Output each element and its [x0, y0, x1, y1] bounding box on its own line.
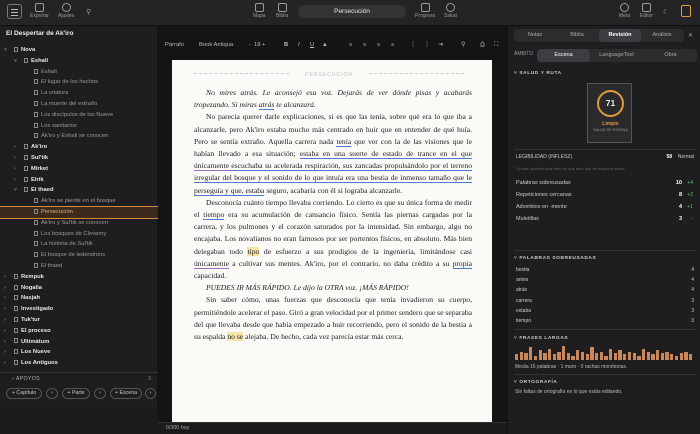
overused-word-row[interactable] [516, 286, 694, 295]
metric-value: 8 [678, 192, 682, 198]
sentence-length-bar [661, 353, 664, 360]
health-score-label: Limpio [602, 121, 619, 127]
paragraph: Sin saber cómo, unas fuerzas que desconocía que tenía invadieron su cuerpo, permitiéndole acelerar el paso. Giró a gran velocidad por el primer sendero que se separaba del que llevaba desde que había empezado a huir recorriendo, pero el sonido de la bestia a su espalda no se alejaba. De hecho, cada vez parecía estar más cerca. [194, 295, 472, 342]
metric-row[interactable] [516, 179, 694, 188]
search-icon: ⚲ [86, 9, 92, 16]
tree-item-label: La criatura [41, 90, 69, 97]
book-icon [278, 3, 287, 12]
scene-health-card [587, 83, 632, 143]
document-icon [34, 101, 38, 106]
chevron-right-icon[interactable]: › [4, 360, 6, 367]
document-icon [34, 231, 38, 236]
sentence-length-bar [680, 353, 683, 360]
chevron-right-icon[interactable]: › [14, 154, 16, 161]
sentence-length-bar [571, 356, 574, 360]
tree-item-label: Nasjah [21, 295, 41, 302]
tree-item-label: La muerte del extraño [41, 100, 98, 107]
sentence-length-bar [595, 353, 598, 360]
overused-count: 3 [691, 318, 694, 324]
metric-label: Muletillas [516, 216, 539, 222]
scene-title-pill[interactable]: Persecución [298, 5, 406, 18]
chevron-down-icon[interactable]: ˅ [14, 187, 17, 194]
metric-row[interactable] [516, 191, 694, 200]
sentence-length-bar [515, 354, 518, 360]
scope-escena[interactable]: Escena [537, 49, 590, 62]
sentence-length-bar [656, 350, 659, 360]
search-button[interactable] [86, 8, 91, 16]
sentence-length-bar [618, 350, 621, 360]
sentence-length-bar [633, 353, 636, 360]
folder-icon [14, 328, 18, 333]
progress-button[interactable]: Progreso [415, 3, 435, 19]
metric-delta: +1 [687, 204, 693, 210]
document-icon [34, 209, 38, 214]
divider [514, 250, 696, 251]
sentence-length-bar [590, 347, 593, 360]
sentence-length-bar [562, 346, 565, 360]
sentence-length-bar [539, 350, 542, 360]
tree-item[interactable] [0, 185, 158, 196]
tree-item-label: Ak'iro se pierde en el bosque [41, 198, 116, 205]
tree-item-label: Los Antiguos [21, 360, 58, 367]
chevron-down-icon[interactable]: ˅ [14, 57, 17, 64]
tree-item[interactable] [0, 229, 158, 240]
tree-item-label: Los discípulos de los Nueve [41, 111, 114, 118]
bullet-list-icon[interactable]: ⋮ [410, 42, 416, 48]
document-icon [34, 79, 38, 84]
tree-item[interactable] [0, 315, 158, 326]
add-part-button[interactable]: + Parte [62, 388, 90, 399]
sentence-length-bar [689, 354, 692, 360]
document-icon [34, 69, 38, 74]
sentence-length-bar [557, 352, 560, 360]
tree-item[interactable] [0, 196, 158, 207]
folder-icon [14, 306, 18, 311]
tree-item-label: La historia de Sul'tik [41, 241, 93, 248]
sentence-length-bar [623, 354, 626, 360]
overused-word-row[interactable] [516, 276, 694, 285]
tree-item[interactable] [0, 337, 158, 348]
folder-icon [14, 317, 18, 322]
sentence-length-bar [567, 353, 570, 360]
paragraph-style-select[interactable]: Párrafo [165, 42, 185, 48]
overused-word: estaba [516, 307, 532, 314]
sentence-length-bar [670, 354, 673, 360]
align-left-icon[interactable]: ≡ [349, 42, 353, 48]
tree-item[interactable] [0, 239, 158, 250]
font-size-value[interactable]: 18 [254, 42, 261, 48]
panel-tabs [514, 29, 684, 42]
flagged-word: tipo [247, 246, 260, 256]
tree-item[interactable] [0, 304, 158, 315]
health-section-header[interactable]: ˅ SALUD Y RUTA [514, 71, 562, 76]
numbered-list-icon[interactable]: ⋮ [424, 42, 430, 48]
metric-label: Repeticiones cercanas [516, 192, 572, 198]
tree-item-label: Ak'iro [31, 144, 48, 151]
export-icon [35, 3, 44, 12]
tree-item[interactable] [0, 293, 158, 304]
sentence-length-bar [647, 352, 650, 360]
health-button[interactable]: Salud [444, 3, 457, 19]
sentence-length-bar [524, 353, 527, 360]
overused-word: tiempo [516, 318, 532, 324]
tree-item-label: Los bosques de Cleverny [41, 230, 107, 237]
document-icon [34, 252, 38, 257]
tree-item-label: Ak'iro y Sul'tik se conocen [41, 219, 108, 226]
overused-word: antes [516, 277, 529, 284]
add-chapter-button[interactable]: + Capítulo [6, 388, 42, 399]
metric-label: Adverbios en -mente [516, 204, 567, 210]
sentence-length-bar [520, 352, 523, 360]
flagged-word: estaba [245, 185, 265, 195]
next-scene-button[interactable]: › [145, 388, 156, 399]
metric-delta: +2 [687, 192, 693, 198]
tree-item-label: Sul'tik [31, 154, 49, 161]
document-icon [34, 133, 38, 138]
folder-icon [24, 58, 28, 63]
tree-item[interactable] [0, 250, 158, 261]
tree-item[interactable] [0, 358, 158, 369]
sentence-length-bar [534, 356, 537, 360]
overused-section-header[interactable]: ˅ PALABRAS SOBREUSADAS [514, 256, 597, 261]
map-icon [255, 3, 264, 12]
chevron-right-icon[interactable]: › [4, 327, 6, 334]
folder-icon [14, 338, 18, 343]
folder-icon [14, 349, 18, 354]
folder-icon [14, 285, 18, 290]
flagged-word: propia [452, 258, 472, 268]
tree-item-label: El proceso [21, 327, 51, 334]
chevron-right-icon[interactable]: › [4, 295, 6, 302]
scope-label: ÁMBITO [514, 51, 534, 57]
tree-item-label: El thaed [41, 262, 63, 269]
document-icon [34, 112, 38, 117]
bold-button[interactable]: B [284, 42, 289, 48]
settings-button[interactable]: Ajustes [58, 3, 74, 19]
folder-icon [24, 155, 28, 160]
menu-icon[interactable] [7, 4, 22, 19]
tree-item[interactable] [0, 153, 158, 164]
chevron-down-icon[interactable]: ˅ [4, 47, 7, 53]
scope-selector [537, 49, 697, 62]
add-scene-button[interactable]: + Escena [110, 388, 142, 399]
theme-toggle[interactable] [663, 8, 669, 16]
tree-item[interactable] [0, 67, 158, 78]
metric-label: Palabras sobreusadas [516, 180, 571, 186]
tree-item[interactable] [0, 45, 158, 56]
zoom-icon[interactable]: ⚲ [461, 42, 466, 48]
folder-icon [14, 47, 18, 52]
highlight-icon[interactable]: ▲ [322, 42, 328, 48]
document-icon [34, 263, 38, 268]
tree-item[interactable] [0, 175, 158, 186]
sentence-length-bar [586, 354, 589, 360]
tree-item[interactable] [0, 88, 158, 99]
font-select[interactable]: Book Antiqua [199, 42, 234, 48]
target-icon [620, 3, 629, 12]
sentence-length-bar [600, 352, 603, 360]
divider [514, 329, 696, 330]
tree-item[interactable] [0, 283, 158, 294]
justify-icon[interactable]: ≡ [391, 42, 395, 48]
tree-item-label: Investigado [21, 306, 54, 313]
document-icon [34, 90, 38, 95]
sentence-length-bar [642, 349, 645, 360]
sentence-length-bar [614, 353, 617, 360]
chevron-right-icon[interactable]: › [4, 273, 6, 280]
tab-biblia[interactable]: Biblia [570, 32, 584, 38]
sentence-length-bar [543, 353, 546, 360]
legibility-row: LEGIBILIDAD (INFLESZ) 58 Normal [516, 154, 694, 160]
tree-item[interactable] [0, 207, 158, 218]
folder-icon [24, 144, 28, 149]
tree-item[interactable] [0, 142, 158, 153]
sentence-length-bar [609, 349, 612, 360]
gear-icon [62, 3, 71, 12]
sentence-length-bar [651, 354, 654, 360]
close-icon[interactable]: ✕ [688, 33, 694, 39]
scope-obra[interactable]: Obra [664, 52, 677, 58]
apoyos-count: 3 [148, 376, 151, 382]
tree-item[interactable] [0, 218, 158, 229]
metric-delta: - [691, 216, 693, 222]
align-right-icon[interactable]: ≡ [377, 42, 381, 48]
prev-scene-button[interactable]: ‹ [94, 388, 106, 399]
folder-icon [24, 177, 28, 182]
tree-item[interactable] [0, 56, 158, 67]
metric-row[interactable] [516, 215, 694, 224]
chevron-right-icon[interactable]: › [4, 349, 6, 356]
sentence-length-bar [637, 356, 640, 360]
tree-item-label: Eshali [31, 57, 49, 64]
spelling-status: Sin faltas de ortografía en lo que estás editando. [515, 389, 623, 395]
print-icon[interactable]: ⎙ [480, 42, 485, 48]
flagged-word: tiempo [203, 210, 225, 220]
tree-item-label: Los Nueve [21, 349, 51, 356]
folder-icon [24, 187, 28, 192]
sentence-length-bar [548, 349, 551, 360]
tree-item[interactable] [0, 121, 158, 132]
tree-item-label: Tuk'tur [21, 316, 40, 323]
metric-row[interactable] [516, 203, 694, 212]
overused-word-row[interactable] [516, 307, 694, 316]
chevron-right-icon[interactable]: › [4, 316, 6, 323]
divider [514, 374, 696, 375]
size-plus[interactable]: + [262, 42, 266, 48]
sentence-length-bar [553, 354, 556, 360]
flagged-word: únicamente [194, 258, 229, 268]
chart-icon [421, 3, 430, 12]
bible-button[interactable]: Biblia [276, 3, 288, 19]
metric-value: 10 [675, 180, 682, 186]
overused-word-row[interactable] [516, 266, 694, 275]
tree-item[interactable] [0, 326, 158, 337]
tree-item[interactable] [0, 131, 158, 142]
chevron-right-icon[interactable]: › [14, 176, 16, 183]
panel-toggle[interactable] [681, 5, 691, 18]
tree-item[interactable] [0, 261, 158, 272]
flagged-word: tenía [336, 136, 352, 146]
overused-word-row[interactable] [516, 297, 694, 306]
sentence-length-bar [576, 350, 579, 360]
tree-item[interactable] [0, 77, 158, 88]
fullscreen-icon[interactable]: ⛶ [494, 42, 499, 48]
chevron-right-icon: › [12, 376, 16, 382]
paragraph: Desconocía cuánto tiempo llevaba corriendo. Lo cierto es que su única forma de medir el tiempo era su acumulación de cansancio físico. Sentía las piernas cargadas por la carrera, y los pulmones y el corazón saturados por la intensidad. Sin embargo, algo no encajaba. Los novalianos no eran famosos por ser portentos físicos, en absoluto. Más bien delegaban todo tipo de esfuerzo a sus prodigios de la ingeniería, limitándose casi únicamente a cultivar sus mentes. Ak'iro, por el contrario, no daba crédito a su propia capacidad. [194, 197, 473, 281]
folder-icon [14, 295, 18, 300]
format-toolbar [158, 40, 507, 52]
flagged-word: únicamente [194, 161, 229, 171]
tree-item[interactable] [0, 99, 158, 110]
document-icon [34, 241, 38, 246]
chevron-right-icon[interactable]: › [14, 144, 16, 151]
overused-word: bestia [516, 267, 530, 273]
overused-count: 3 [691, 297, 694, 304]
prev-part-button[interactable]: ‹ [46, 388, 58, 399]
overused-count: 4 [691, 287, 694, 294]
top-toolbar [0, 0, 700, 26]
tree-item-label: Nova [21, 47, 36, 53]
binder-tree [0, 45, 158, 369]
overused-count: 4 [691, 277, 694, 284]
spelling-section-header[interactable]: ˅ ORTOGRAFÍA [514, 380, 558, 385]
tab-analisis[interactable]: Análisis [652, 32, 672, 38]
section-heading: PERSECUCIÓN [194, 69, 464, 81]
sentence-length-bar [684, 352, 687, 360]
metric-delta: +4 [687, 180, 693, 186]
review-panel [507, 26, 700, 434]
health-score-caption: SALUD DE ESCENA [593, 128, 628, 132]
overused-count: 4 [691, 267, 694, 273]
tree-item-label: Nogalia [21, 284, 42, 291]
export-button[interactable]: Exportar [30, 3, 49, 19]
sentence-length-bar [529, 347, 532, 360]
chevron-right-icon[interactable]: › [4, 284, 6, 291]
folder-icon [24, 166, 28, 171]
tree-item-label: Persecución [41, 208, 73, 215]
overused-count: 3 [691, 307, 694, 314]
apoyos-header[interactable]: › APOYOS [12, 376, 41, 382]
paragraph: PUEDES IR MÁS RÁPIDO. Le dijo la OTRA voz. ¡MÁS RÁPIDO! [206, 283, 409, 293]
underline-button[interactable]: U [310, 42, 315, 48]
tree-item[interactable] [0, 347, 158, 358]
goal-button[interactable]: Meta [619, 3, 630, 19]
divider [514, 149, 696, 150]
sentence-length-bar [675, 356, 678, 360]
heart-icon [446, 3, 455, 12]
metric-value: 3 [678, 216, 682, 222]
chevron-right-icon[interactable]: › [4, 338, 6, 345]
editor-area [158, 26, 507, 434]
editor-button[interactable]: Editor [640, 3, 653, 19]
indent-icon[interactable]: ⇥ [438, 42, 443, 48]
folder-icon [14, 360, 18, 365]
paragraph: No mires atrás. Le aconsejó esa voz. Dejarás de ver dónde pisas y acabarás tropezando. Si miras atrás te alcanzará. [194, 88, 472, 110]
italic-button[interactable]: I [298, 42, 300, 48]
tab-revision[interactable]: Revisión [599, 29, 641, 42]
tree-item-label: Eshali [41, 68, 57, 75]
scope-languagetool[interactable]: LanguageTool [599, 52, 634, 58]
pen-icon [642, 3, 651, 12]
overused-word: atrás [516, 287, 528, 294]
tree-item-label: Rempuk [21, 273, 44, 280]
sentence-length-bar [581, 352, 584, 360]
paragraph: No parecía querer darle explicaciones, si es que las tenía, sobre qué era lo que iba a alcanzarle, pero Ak'iro estaba mucho más centrado en huir que en entender de qué huía. Pero se sentía extraño. Aquella carrera nada tenía que ver con la de las visiones que le habían llevado a esa situación; estaba en una suerte de estado de trance en el que únicamente escuchaba su acelerada respiración, sus zancadas propulsándolo por el terreno irregular del bosque y el sonido de lo que intuía era una bestia de inmenso tamaño que le perseguía y que, estaba seguro, acabaría con él si lograba alcanzarle. [194, 112, 472, 195]
document-icon [34, 123, 38, 128]
chevron-right-icon[interactable]: › [14, 165, 16, 172]
sentence-length-bar [628, 352, 631, 360]
tree-item[interactable] [0, 164, 158, 175]
long-sentences-summary: Media 16 palabras · 1 muro · 0 rachas monótonas. [515, 364, 628, 370]
document-text[interactable] [194, 87, 472, 343]
tree-item-label: El thaed [31, 187, 54, 194]
word-count-status: 0/300 hoy [158, 422, 507, 434]
map-button[interactable]: Mapa [253, 3, 266, 19]
project-title: El Despertar de Ak'iro [6, 30, 74, 37]
tree-item-label: Los sanitarios [41, 122, 77, 129]
align-center-icon[interactable]: ≡ [363, 42, 367, 48]
tree-item-label: Ak'iro y Eshali se conocen [41, 133, 109, 140]
long-sentences-header[interactable]: ˅ FRASES LARGAS [514, 336, 569, 341]
flagged-word: no se [227, 332, 244, 342]
tree-item-label: El bosque de ledendrons [41, 252, 106, 259]
overused-word: carrera [516, 297, 532, 304]
tree-item-label: Elrik [31, 176, 44, 183]
tab-notas[interactable]: Notas [527, 32, 543, 38]
tree-item-label: Mirket [31, 165, 49, 172]
overused-word-row[interactable] [516, 317, 694, 326]
document-icon [34, 198, 38, 203]
size-prefix: - [249, 42, 251, 48]
health-score-gauge: 71 [597, 90, 624, 117]
panel-icon [681, 5, 691, 17]
sentence-length-bar [604, 356, 607, 360]
metric-value: 4 [678, 204, 682, 210]
moon-icon: ☾ [663, 9, 670, 16]
flagged-word: atrás [258, 100, 275, 110]
document-page[interactable] [172, 60, 492, 426]
document-icon [34, 220, 38, 225]
chevron-right-icon[interactable]: › [4, 306, 6, 313]
tree-item-label: El lugar de los hechos [41, 79, 99, 86]
sentence-length-bar [665, 352, 668, 360]
tree-item-label: Ultimátum [21, 338, 50, 345]
route-tip: Tu ruta: puedes usar bien en qué tono has de mayor a menor [516, 166, 625, 171]
tree-item[interactable] [0, 272, 158, 283]
long-sentences-chart [515, 346, 695, 360]
binder-sidebar [0, 26, 158, 408]
folder-icon [14, 274, 18, 279]
tree-item[interactable] [0, 110, 158, 121]
